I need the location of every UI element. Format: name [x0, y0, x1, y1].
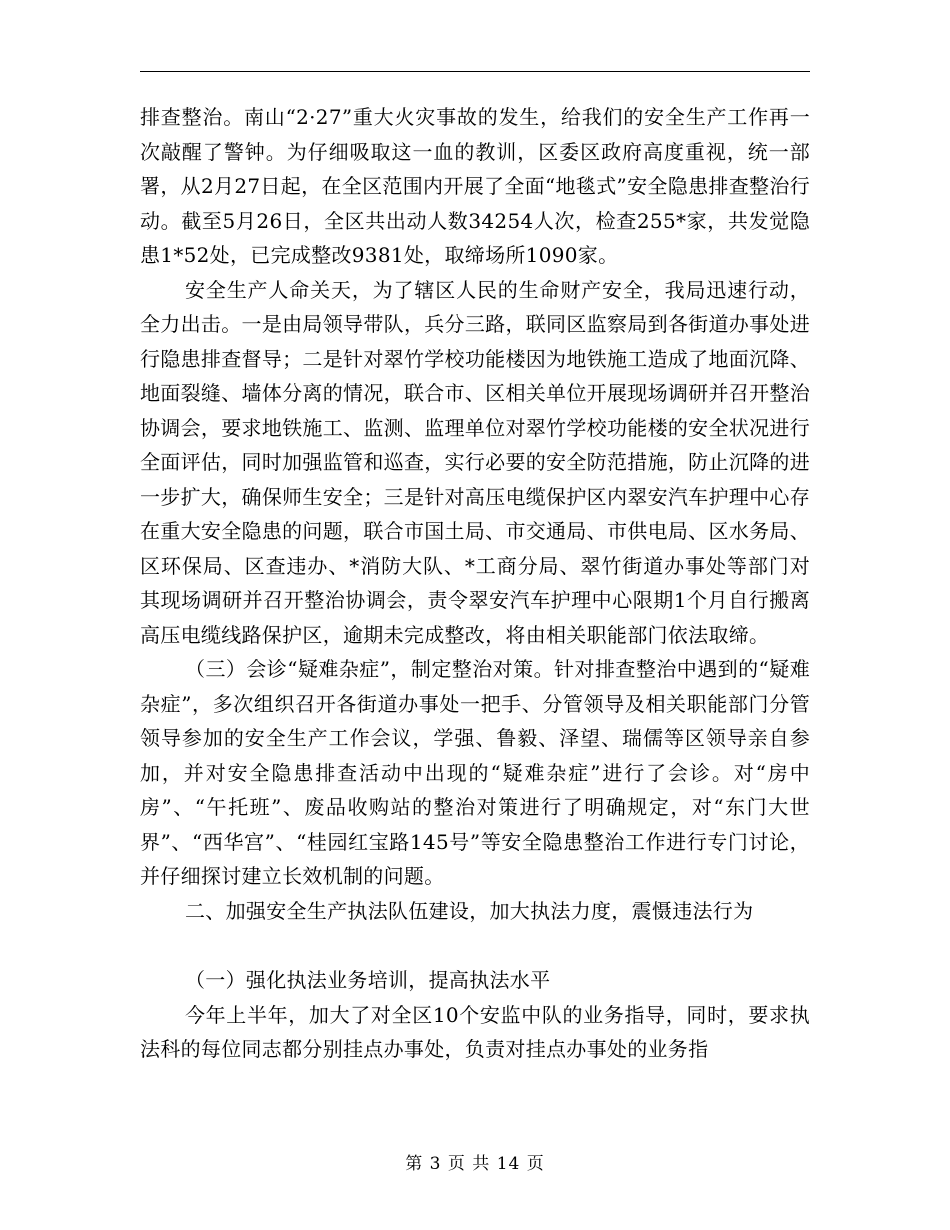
section-heading-enforcement: 二、加强安全生产执法队伍建设，加大执法力度，震慑违法行为: [185, 898, 754, 923]
paragraph-training: 今年上半年，加大了对全区10个安监中队的业务指导，同时，要求执法科的每位同志都分别挂点办事处，负责对挂点办事处的业务指: [140, 1002, 810, 1061]
header-rule: [140, 71, 810, 72]
document-body: [140, 100, 810, 1067]
paragraph-safety-actions: 安全生产人命关天，为了辖区人民的生命财产安全，我局迅速行动，全力出击。一是由局领导带队，兵分三路，联同区监察局到各街道办事处进行隐患排查督导；二是针对翠竹学校功能楼因为地铁施工造成了地面沉降、地面裂缝、墙体分离的情况，联合市、区相关单位开展现场调研并召开整治协调会，要求地铁施工、监测、监理单位对翠竹学校功能楼的安全状况进行全面评估，同时加强监管和巡查，实行必要的安全防范措施，防止沉降的进一步扩大，确保师生安全；三是针对高压电缆保护区内翠安汽车护理中心存在重大安全隐患的问题，联合市国土局、市交通局、市供电局、区水务局、区环保局、区查违办、*消防大队、*工商分局、翠竹街道办事处等部门对其现场调研并召开整治协调会，责令翠安汽车护理中心限期1个月自行搬离高压电缆线路保护区，逾期未完成整改，将由相关职能部门依法取缔。: [140, 277, 810, 647]
subsection-heading-training: （一）强化执法业务培训，提高执法水平: [185, 968, 551, 992]
page-number-footer: 第 3 页 共 14 页: [405, 1154, 545, 1174]
paragraph-difficult-cases: （三）会诊“疑难杂症”，制定整治对策。针对排查整治中遇到的“疑难杂症”，多次组织召开各街道办事处一把手、分管领导及相关职能部门分管领导参加的安全生产工作会议，学强、鲁毅、泽望、瑞儒等区领导亲自参加，并对安全隐患排查活动中出现的“疑难杂症”进行了会诊。对“房中房”、“午托班”、废品收购站的整治对策进行了明确规定，对“东门大世界”、“西华宫”、“桂园红宝路145号”等安全隐患整治工作进行专门讨论，并仔细探讨建立长效机制的问题。: [140, 657, 810, 888]
paragraph-fire-inspection: 排查整治。南山“2·27”重大火灾事故的发生，给我们的安全生产工作再一次敲醒了警钟。为仔细吸取这一血的教训，区委区政府高度重视，统一部署，从2月27日起，在全区范围内开展了全面“地毯式”安全隐患排查整治行动。截至5月26日，全区共出动人数34254人次，检查255*家，共发觉隐患1*52处，已完成整改9381处，取缔场所1090家。: [140, 105, 810, 267]
